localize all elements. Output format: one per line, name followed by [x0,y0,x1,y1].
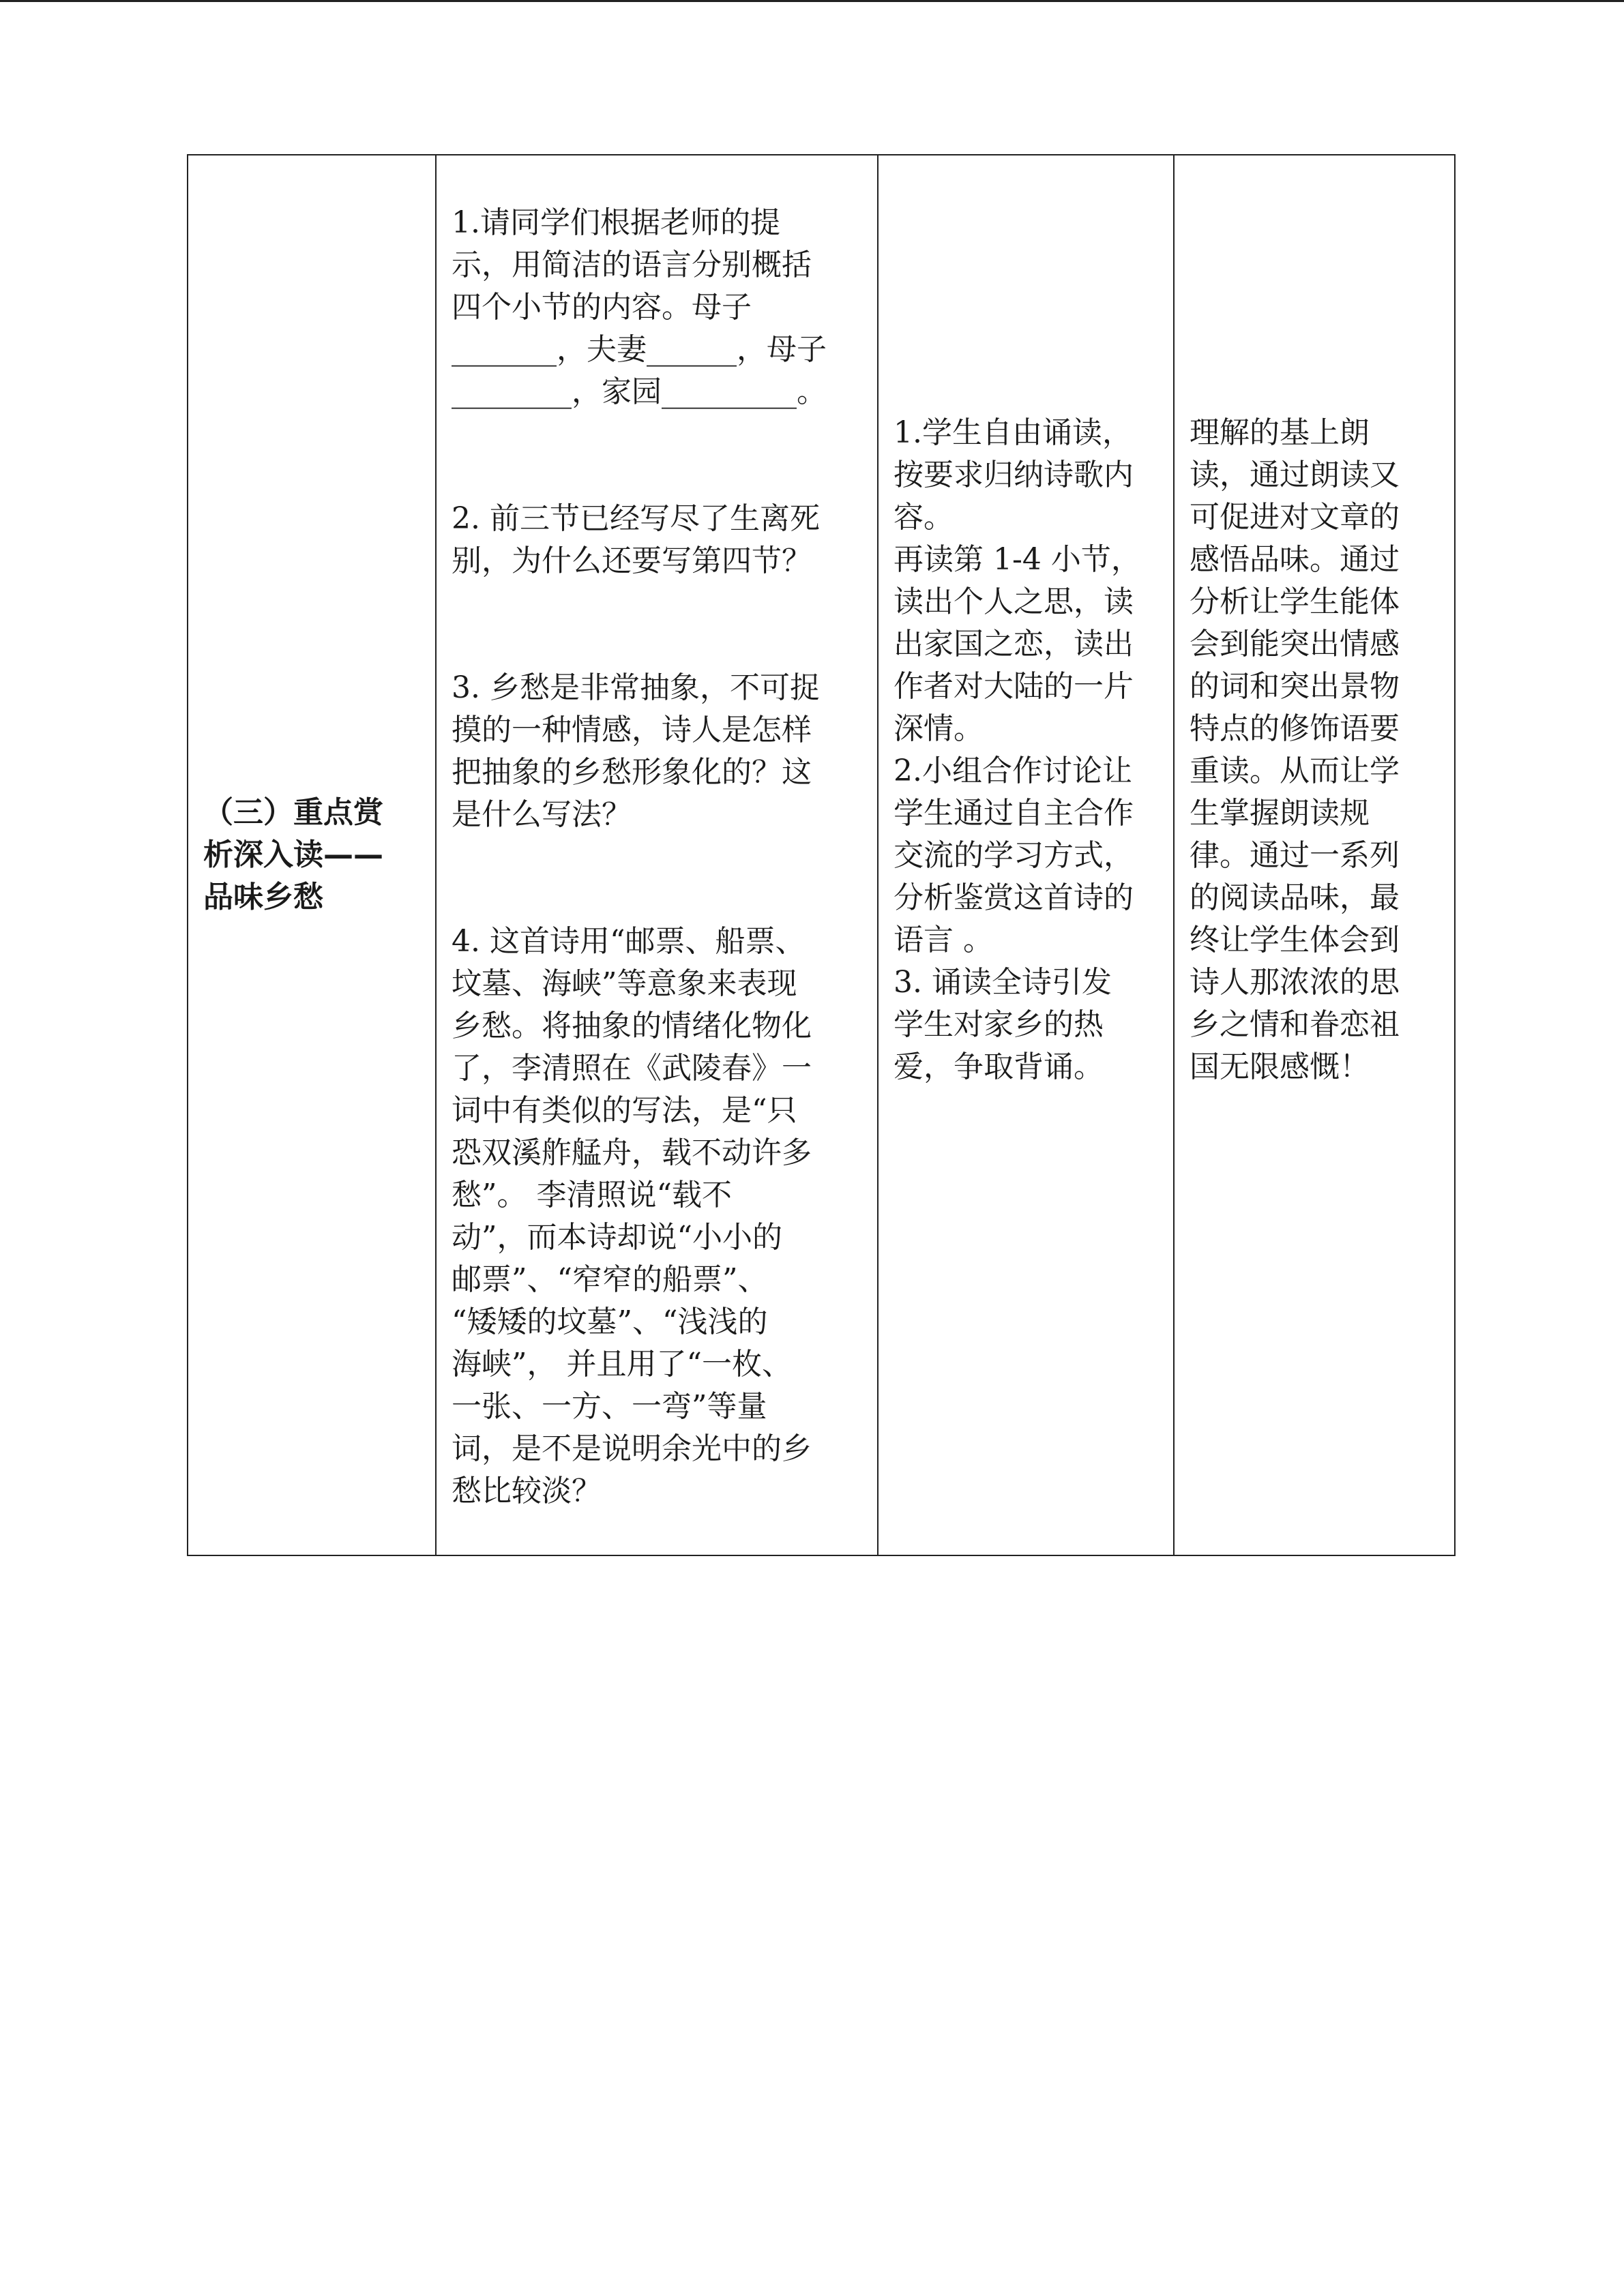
stage-title: （三）重点赏 析深入读—— 品味乡愁 [203,795,383,914]
table-row [188,155,1455,1555]
question-3: 3. 乡愁是非常抽象，不可捉 摸的一种情感，诗人是怎样 把抽象的乡愁形象化的？这 是什么写法？ [452,670,820,832]
design-intent-cell [1174,155,1455,1555]
design-intent-text: 理解的基上朗 读，通过朗读又 可促进对文章的 感悟品味。通过 分析让学生能体 会到能突出情感 的词和突出景物 特点的修饰语要 重读。从而让学 生掌握朗读规 律。通过一系列 的阅读品味，最 终让学生体会到 诗人那浓浓的思 乡之情和眷恋祖 国无限感慨！ [1190,415,1400,1084]
page-top-border [0,0,1624,2]
question-2: 2. 前三节已经写尽了生离死 别，为什么还要写第四节？ [452,501,820,578]
question-4: 4. 这首诗用“邮票、船票、 坟墓、海峡”等意象来表现 乡愁。将抽象的情绪化物化 了，李清照在《武陵春》一 词中有类似的写法，是“只 恐双溪舴艋舟，载不动许多 愁”。 李清照说“载不 动”，而本诗却说“小小的 邮票”、“窄窄的船票”、 “矮矮的坟墓”、“浅浅的 海峡”， 并且用了“一枚、 一张、一方、一弯”等量 词，是不是说明余光中的乡 愁比较淡？ [452,924,812,1508]
lesson-plan-table [187,154,1456,1556]
student-activity-text: 1.学生自由诵读， 按要求归纳诗歌内 容。 再读第 1-4 小节， 读出个人之思，读 出家国之恋，读出 作者对大陆的一片 深情。 2.小组合作讨论让 学生通过自主合作 交流的学习方式， 分析鉴赏这首诗的 语言 。 3. 诵读全诗引发 学生对家乡的热 爱，争取背诵。 [894,415,1141,1084]
question-1: 1.请同学们根据老师的提 示，用简洁的语言分别概括 四个小节的内容。母子 _______，夫妻______，母子 ________，家园_________。 [452,205,827,409]
teacher-activity-text [437,155,877,1555]
teacher-activity-cell [436,155,878,1555]
student-activity-cell [878,155,1174,1555]
stage-cell [188,155,436,1555]
